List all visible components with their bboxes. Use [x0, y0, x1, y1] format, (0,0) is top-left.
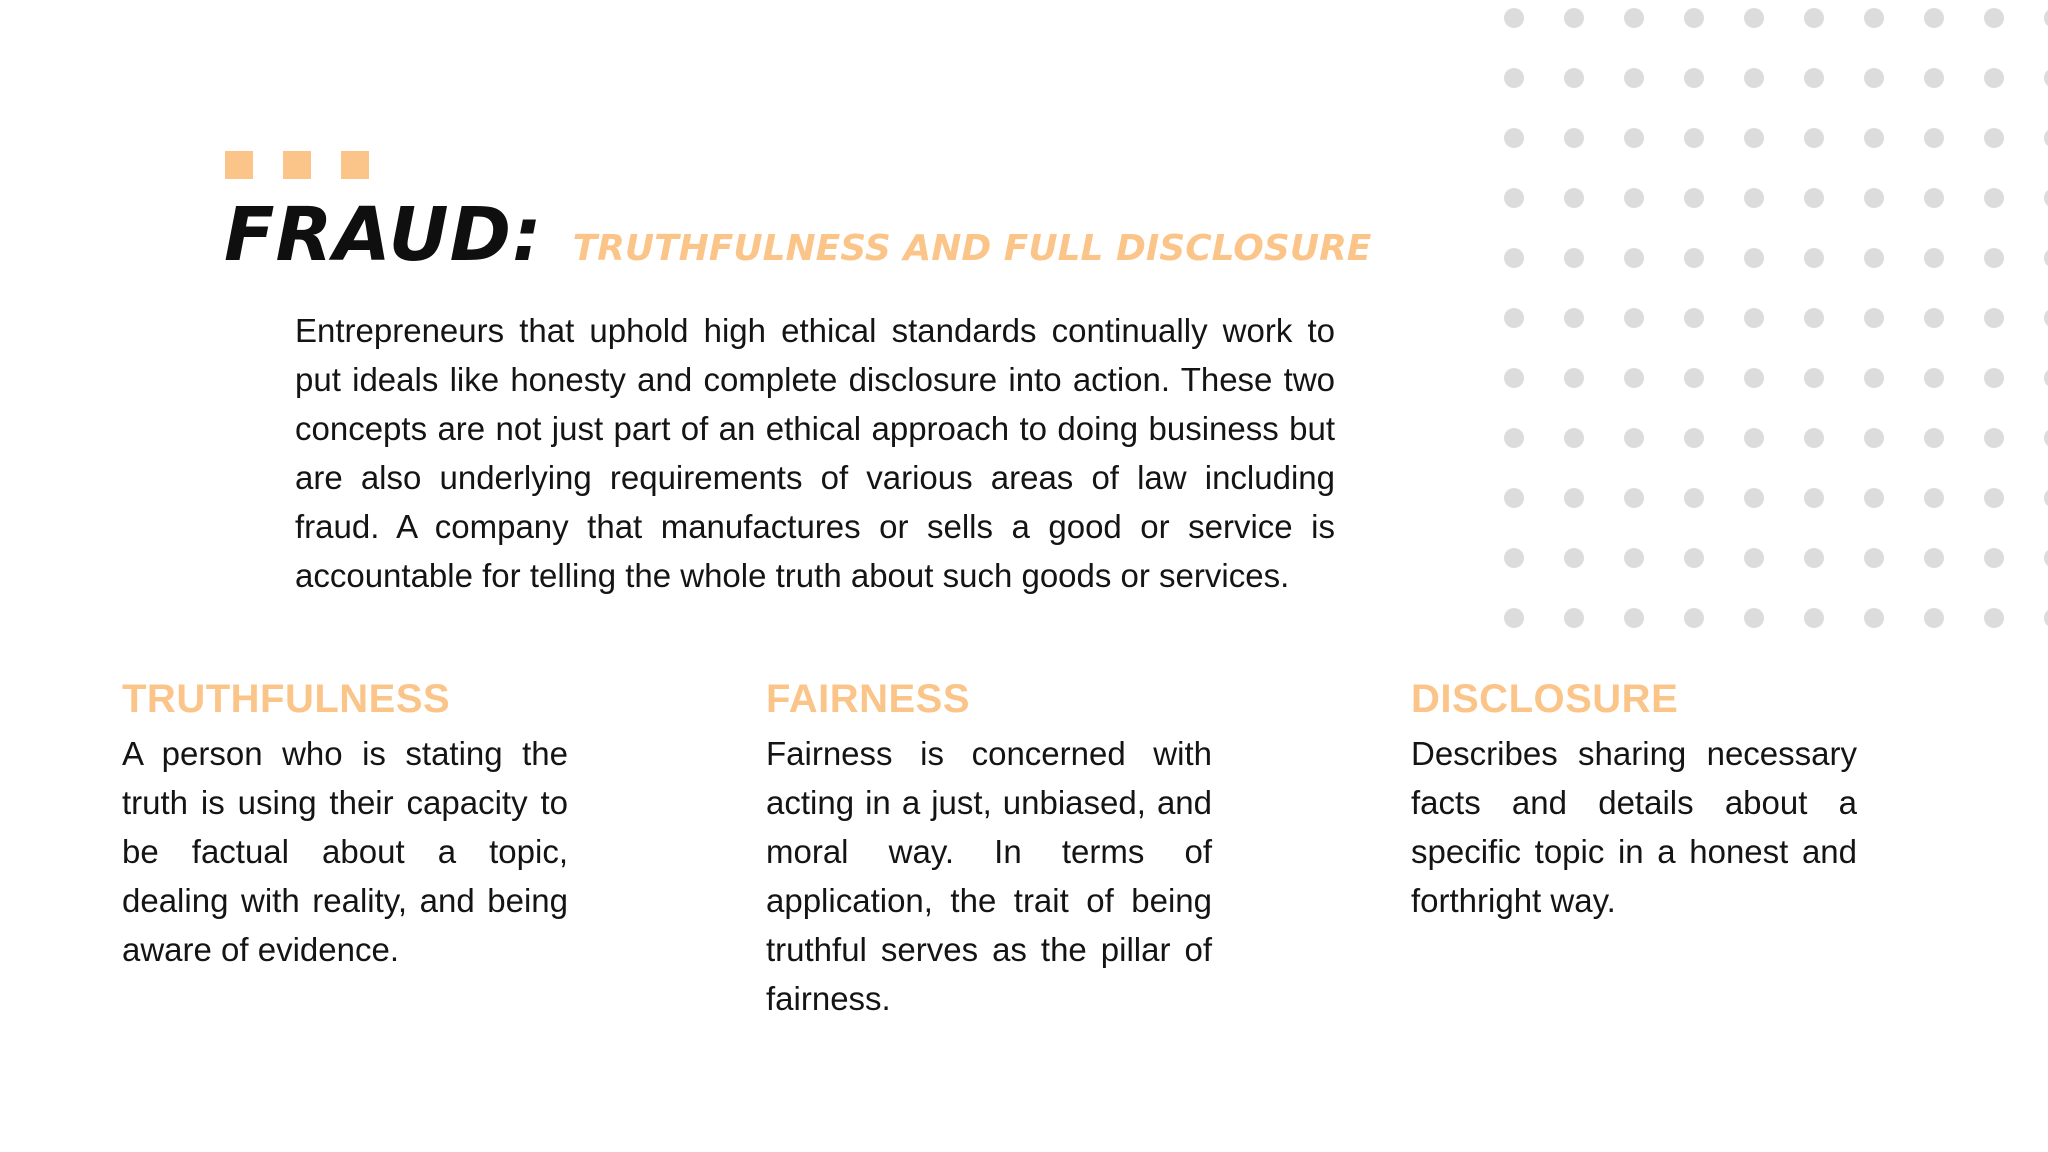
- decorative-dot: [1744, 368, 1764, 388]
- decorative-dot: [1744, 68, 1764, 88]
- decorative-dot: [1744, 8, 1764, 28]
- decorative-dot: [1684, 608, 1704, 628]
- decorative-dot: [1684, 248, 1704, 268]
- decorative-dot: [1624, 368, 1644, 388]
- decorative-dot: [1564, 428, 1584, 448]
- decorative-dot: [1564, 368, 1584, 388]
- decorative-dot: [2044, 308, 2048, 328]
- decorative-dot: [2044, 8, 2048, 28]
- decorative-dot: [1504, 188, 1524, 208]
- decorative-dot: [1804, 368, 1824, 388]
- decorative-dot: [1684, 488, 1704, 508]
- decorative-dot: [1744, 248, 1764, 268]
- decorative-dot: [1564, 548, 1584, 568]
- decorative-dot: [1744, 308, 1764, 328]
- decorative-dot: [1504, 128, 1524, 148]
- decorative-dot: [1804, 8, 1824, 28]
- decorative-dot: [2044, 128, 2048, 148]
- decorative-dot: [1504, 608, 1524, 628]
- decorative-dot: [1624, 188, 1644, 208]
- decorative-dot: [1624, 428, 1644, 448]
- decorative-dot: [2044, 548, 2048, 568]
- decorative-dot: [1984, 608, 2004, 628]
- decorative-dot: [1684, 8, 1704, 28]
- page-title: FRAUD:: [224, 192, 543, 278]
- decorative-dot: [1624, 608, 1644, 628]
- decorative-dot: [1624, 8, 1644, 28]
- decorative-dot: [1864, 428, 1884, 448]
- decorative-dot: [1864, 308, 1884, 328]
- decorative-dot: [1924, 308, 1944, 328]
- decorative-dot: [1564, 8, 1584, 28]
- column-truthfulness: [122, 675, 568, 974]
- column-text: A person who is stating the truth is using their capacity to be factual about a topic, dealing with reality, and being aware of evidence.: [122, 735, 568, 968]
- decorative-dot: [1924, 68, 1944, 88]
- dot-grid-decoration: [1484, 0, 2048, 616]
- decorative-dot: [1684, 428, 1704, 448]
- decorative-dot: [1984, 368, 2004, 388]
- decorative-dot: [1504, 308, 1524, 328]
- decorative-dot: [1864, 128, 1884, 148]
- decorative-dot: [1744, 548, 1764, 568]
- decorative-dot: [1564, 308, 1584, 328]
- decorative-dot: [1504, 68, 1524, 88]
- decorative-dot: [1504, 368, 1524, 388]
- decorative-dot: [2044, 188, 2048, 208]
- decorative-dot: [1924, 368, 1944, 388]
- accent-square: [225, 151, 253, 179]
- decorative-dot: [1804, 128, 1824, 148]
- decorative-dot: [1804, 428, 1824, 448]
- column-heading: FAIRNESS: [766, 677, 971, 721]
- decorative-dot: [1984, 428, 2004, 448]
- decorative-dot: [1624, 128, 1644, 148]
- decorative-dot: [1684, 188, 1704, 208]
- decorative-dot: [1564, 128, 1584, 148]
- decorative-dot: [1924, 128, 1944, 148]
- decorative-dot: [1684, 308, 1704, 328]
- decorative-dot: [1564, 488, 1584, 508]
- decorative-dot: [1924, 608, 1944, 628]
- column-fairness: [766, 675, 1212, 1023]
- decorative-dot: [1804, 308, 1824, 328]
- decorative-dot: [1564, 188, 1584, 208]
- decorative-dot: [1924, 248, 1944, 268]
- decorative-dot: [1804, 188, 1824, 208]
- decorative-dot: [1924, 188, 1944, 208]
- decorative-dot: [1984, 248, 2004, 268]
- decorative-dot: [1624, 248, 1644, 268]
- decorative-dot: [1684, 548, 1704, 568]
- column-heading: DISCLOSURE: [1411, 677, 1679, 721]
- decorative-dot: [1924, 548, 1944, 568]
- decorative-dot: [1624, 548, 1644, 568]
- decorative-dot: [1684, 128, 1704, 148]
- decorative-dot: [1924, 428, 1944, 448]
- column-text: Fairness is concerned with acting in a just, unbiased, and moral way. In terms of application, the trait of being truthful serves as the pillar of fairness.: [766, 735, 1212, 1017]
- decorative-dot: [1744, 128, 1764, 148]
- accent-square: [341, 151, 369, 179]
- accent-squares: [225, 151, 369, 179]
- decorative-dot: [2044, 368, 2048, 388]
- decorative-dot: [2044, 68, 2048, 88]
- decorative-dot: [1504, 488, 1524, 508]
- decorative-dot: [1744, 188, 1764, 208]
- decorative-dot: [1504, 428, 1524, 448]
- decorative-dot: [1804, 68, 1824, 88]
- column-disclosure: [1411, 675, 1857, 925]
- decorative-dot: [1684, 68, 1704, 88]
- decorative-dot: [1984, 308, 2004, 328]
- decorative-dot: [1984, 188, 2004, 208]
- decorative-dot: [1984, 488, 2004, 508]
- intro-paragraph: Entrepreneurs that uphold high ethical standards continually work to put ideals like honesty and complete disclosure into action. These two concepts are not just part of an ethical approach to doing business but are also underlying requirements of various areas of law including fraud. A company that manufactures or sells a good or service is accountable for telling the whole truth about such goods or services.: [295, 312, 1335, 594]
- decorative-dot: [1864, 68, 1884, 88]
- decorative-dot: [1744, 608, 1764, 628]
- decorative-dot: [1984, 8, 2004, 28]
- decorative-dot: [2044, 488, 2048, 508]
- decorative-dot: [1864, 248, 1884, 268]
- decorative-dot: [1984, 128, 2004, 148]
- decorative-dot: [1624, 488, 1644, 508]
- decorative-dot: [2044, 248, 2048, 268]
- decorative-dot: [1684, 368, 1704, 388]
- decorative-dot: [1804, 548, 1824, 568]
- decorative-dot: [1744, 488, 1764, 508]
- decorative-dot: [1864, 188, 1884, 208]
- decorative-dot: [1504, 8, 1524, 28]
- page-subtitle: TRUTHFULNESS AND FULL DISCLOSURE: [572, 228, 1372, 269]
- column-text: Describes sharing necessary facts and details about a specific topic in a honest and forthright way.: [1411, 735, 1857, 919]
- title-row: [224, 192, 1372, 278]
- decorative-dot: [1924, 8, 1944, 28]
- decorative-dot: [1864, 488, 1884, 508]
- decorative-dot: [2044, 428, 2048, 448]
- decorative-dot: [1564, 248, 1584, 268]
- column-heading: TRUTHFULNESS: [122, 677, 451, 721]
- accent-square: [283, 151, 311, 179]
- decorative-dot: [1864, 8, 1884, 28]
- decorative-dot: [1804, 488, 1824, 508]
- decorative-dot: [1864, 608, 1884, 628]
- decorative-dot: [1804, 608, 1824, 628]
- decorative-dot: [1624, 68, 1644, 88]
- decorative-dot: [1744, 428, 1764, 448]
- decorative-dot: [1504, 248, 1524, 268]
- decorative-dot: [1624, 308, 1644, 328]
- decorative-dot: [1864, 368, 1884, 388]
- decorative-dot: [2044, 608, 2048, 628]
- decorative-dot: [1564, 68, 1584, 88]
- decorative-dot: [1984, 68, 2004, 88]
- decorative-dot: [1804, 248, 1824, 268]
- decorative-dot: [1984, 548, 2004, 568]
- decorative-dot: [1924, 488, 1944, 508]
- decorative-dot: [1864, 548, 1884, 568]
- decorative-dot: [1564, 608, 1584, 628]
- decorative-dot: [1504, 548, 1524, 568]
